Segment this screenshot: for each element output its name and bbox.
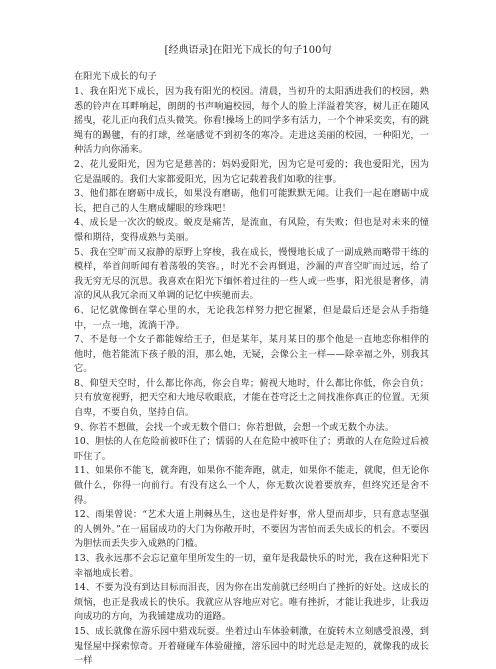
paragraph-4: 4、成长是一次次的蜕皮。蜕皮是痛苦，是流血，有风险，有失败；但也是对未来的憧憬和期待，变得成熟与美丽。 [74,217,429,243]
paragraph-8: 8、仰望天空时，什么都比你高，你会自卑；俯视大地时，什么都比你低，你会自负；只有放宽视野，把天空和大地尽收眼底，才能在苍穹泛土之间找准你真正的位置。无须自卑，不要自负，坚持自信。 [74,377,429,419]
paragraph-12: 12、雨果曾说：“艺术大道上荆棘丛生，这也是件好事，常人望而却步，只有意志坚强的人例外。”在一届届成功的大门为你敞开时，不要因为害怕而丢失成长的机会。不要因为胆怯而丢失步入成熟的门槛。 [74,509,429,550]
paragraph-10: 10、胆怯的人在危险前被吓住了；懦弱的人在危险中被吓住了；勇敢的人在危险过后被吓住了。 [74,436,429,462]
paragraph-1: 1、我在阳光下成长，因为我有阳光的校园。清晨，当初升的太阳洒进我们的校园，熟悉的铃声在耳畔响起，朗朗的书声响遍校园，每个人的脸上洋溢着笑容，树儿正在随风摇曳，花儿正向我们点头微笑。你看!操场上的同学多有活力，一个个神采奕奕，有的跳绳有的踢毽，有的打球，丝毫感觉不到初冬的寒冷。走进这美丽的校园，一种阳光，一种活力向你涌来。 [74,86,429,156]
paragraph-3: 3、他们都在磨砺中成长，如果没有磨砺，他们可能默默无闻。让我们一起在磨砺中成长，把自己的人生磨成耀眼的珍珠吧！ [74,188,429,214]
paragraph-14: 14、不要为没有到达目标而泪丧，因为你在出发前就已经明白了挫折的好处。这成长的烦恼，也正是我成长的快乐。我就应从容地应对它。唯有挫折，才能让我进步，让我迈向成功的方向，为我铺建成功的道路。 [74,582,429,623]
paragraph-15: 15、成长就像在游乐园中猎戏玩耍。坐着过山车体验刺激，在旋转木立刻感受浪漫，到鬼怪屋中探索惊奇。开着碰碰车体验碰撞，溶乐园中的时光总是走短的，就像我的成长一样 [74,625,429,667]
paragraph-7: 7、不是每一个女子都能嫁给王子，但是某年，某月某日的那个他是一直地恋你相伴的他时，他若能流下孩子般的泪，那么她，无疑，会像公主一样——除幸福之外，别我其它。 [74,334,429,375]
document-title: [经典语录]在阳光下成长的句子100句 [164,45,332,56]
paragraph-13: 13、我永远那不会忘记童年里所发生的一切，童年是我最快乐的时光，我在这种阳光下幸福地成长着。 [74,553,429,579]
paragraph-11: 11、如果你不能飞，就奔跑，如果你不能奔跑，就走，如果你不能走，就爬，但无论你做什么，你得一向前行。有没有这么一个人，你无数次说着要放弃，但终究还是舍不得。 [74,465,429,506]
paragraph-6: 6、记忆就像倒在掌心里的水，无论我怎样努力把它握紧，但是最后还是会从手指缝中，一点一地，流淌干净。 [74,304,429,331]
paragraph-9: 9、你若不想做，会找一个或无数个借口；你若想做，会想一个或无数个办法。 [74,421,394,433]
paragraph-5: 5、我在空旷而又寂静的原野上穿梭，我在成长，慢慢地长成了一副成熟而略带干练的模样，举首间昕闻有着荡彀的笑容。，时光不会再倒退，沙漏的声音空旷而过远，给了我无穷无尽的沉思。我喜欢在阳光下缅怀着过往的一些人或一些事，阳光很是奢侈，清凉的风从我冗余而又单调的记忆中疾驰而去。 [74,246,429,302]
document-body [74,85,429,669]
document-subtitle: 在阳光下成长的句子 [74,71,157,82]
paragraph-2: 2、花儿爱阳光，因为它是慈善的；妈妈爱阳光，因为它是可爱的；我也爱阳光，因为它是温暖的。我们大家都爱阳光，因为它记载着我们如歌的往事。 [74,158,429,185]
